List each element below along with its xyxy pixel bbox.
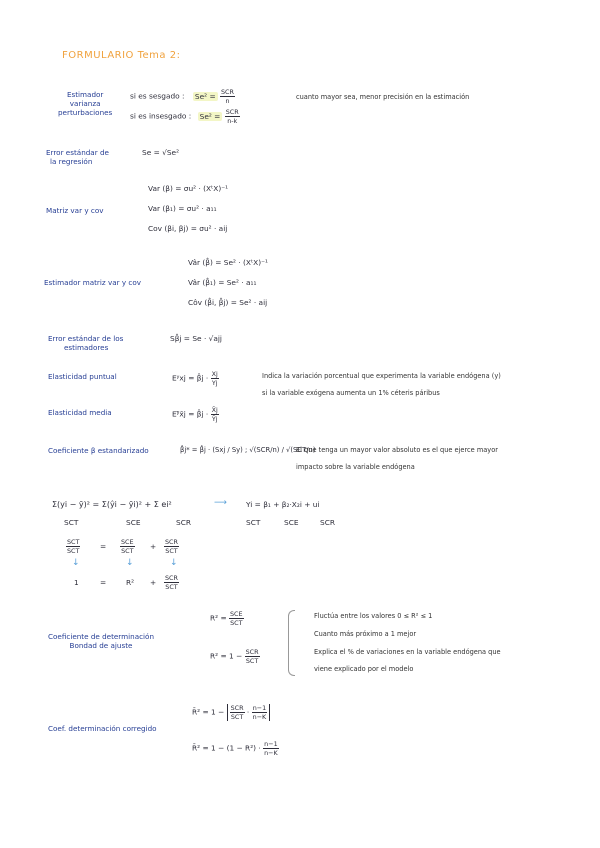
var-hat-formula: Vâr (β̂) = Se² · (XᵗX)⁻¹: [188, 258, 268, 267]
label-line: Error estándar de los: [48, 334, 124, 343]
fraction: [263, 740, 279, 757]
numerator: X̄j: [211, 406, 218, 414]
coef-corregido-label: Coef. determinación corregido: [48, 724, 157, 733]
formula-mid: β̂j ·: [196, 373, 209, 383]
fraction: [211, 370, 219, 387]
formula: Se² =: [199, 111, 221, 121]
insesgado-case: [130, 108, 240, 125]
coef-estandarizado-note-2: impacto sobre la variable endógena: [296, 463, 415, 471]
plus-sign: +: [150, 542, 157, 551]
estimador-matriz-label: Estimador matriz var y cov: [44, 278, 141, 287]
cov-formula: Cov (βi, βj) = σu² · aij: [148, 224, 228, 233]
fraction: [220, 88, 235, 105]
fraction: [66, 538, 80, 555]
formula-lhs: R̄² = 1 − (1 − R²) ·: [192, 743, 261, 753]
arrow-down-icon: ↓: [126, 558, 134, 568]
model-equation: Yi = β₁ + β₂·X₂i + ui: [246, 500, 320, 509]
numerator: SCR: [221, 88, 234, 96]
numerator: SCR: [165, 538, 178, 546]
denominator: SCT: [245, 657, 259, 665]
denominator: SCT: [165, 547, 178, 555]
r2-note-1: Fluctúa entre los valores 0 ≤ R² ≤ 1: [314, 612, 433, 620]
coef-determinacion-label: [48, 632, 154, 650]
r2-note-2: Cuanto más próximo a 1 mejor: [314, 630, 417, 638]
page-title: FORMULARIO Tema 2:: [62, 50, 181, 61]
label-line: varianza: [69, 99, 101, 108]
brace: [288, 610, 295, 676]
fraction: [164, 574, 179, 591]
estimador-varianza-label: [58, 90, 112, 117]
numerator: SCR: [230, 704, 244, 712]
elasticidad-media-label: Elasticidad media: [48, 408, 112, 417]
fraction-sce-sct: [120, 538, 135, 555]
numerator: SCE: [230, 610, 243, 618]
denominator: n-k: [227, 117, 238, 125]
r2-formula-1: [210, 610, 244, 627]
arrow-down-icon: ↓: [72, 558, 80, 568]
denominator: SCT: [67, 547, 80, 555]
formula-lhs: R² = 1 −: [210, 651, 243, 661]
scr-label: SCR: [320, 518, 335, 527]
label-line: Bondad de ajuste: [69, 641, 133, 650]
fraction: [230, 704, 245, 721]
label-line: la regresión: [50, 157, 93, 166]
coef-estandarizado-label: Coeficiente β estandarizado: [48, 446, 149, 455]
sce-label: SCE: [126, 518, 141, 527]
numerator: n−1: [264, 740, 278, 748]
fraction: [164, 538, 179, 555]
denominator: Ȳj: [211, 415, 218, 423]
fraction: [120, 538, 135, 555]
denominator: SCT: [230, 713, 244, 721]
formula-lhs: R̄² = 1 −: [192, 707, 225, 717]
numerator: SCR: [225, 108, 239, 116]
fraction: [211, 406, 219, 423]
fraction-sct-sct: [66, 538, 80, 555]
numerator: n−1: [252, 704, 267, 712]
numerator: Xj: [211, 370, 218, 378]
r2-value: R²: [126, 578, 135, 587]
error-estimadores-label: [48, 334, 123, 352]
r2-corregido-formula-1: [192, 704, 270, 721]
formula-lhs: Eʸ̄x̄j =: [172, 409, 195, 419]
error-regresion-label: [46, 148, 109, 166]
case-text: si es sesgado :: [130, 91, 185, 101]
formula-mid: β̂j ·: [196, 409, 209, 419]
sct-label: SCT: [64, 518, 79, 527]
equals-sign: =: [100, 578, 107, 587]
fraction-scr-sct: [164, 574, 179, 591]
fraction-scr-sct: [164, 538, 179, 555]
error-estimadores-formula: Sβ̂j = Se · √ajj: [170, 334, 222, 343]
numerator: SCR: [165, 574, 178, 582]
formula-lhs: Eʸxj =: [172, 373, 195, 383]
fraction: [245, 648, 260, 665]
one-value: 1: [74, 578, 79, 587]
error-regresion-formula: Se = √Se²: [142, 148, 180, 157]
formula-lhs: R² =: [210, 613, 227, 623]
var-beta-formula: Var (β) = σu² · (XᵗX)⁻¹: [148, 184, 229, 193]
r2-corregido-formula-2: [192, 740, 279, 757]
denominator: n−K: [264, 749, 278, 757]
label-line: Estimador: [66, 90, 104, 99]
fraction: [229, 610, 244, 627]
elasticidad-puntual-formula: [172, 370, 219, 387]
elasticidad-puntual-label: Elasticidad puntual: [48, 372, 117, 381]
r2-note-4: viene explicado por el modelo: [314, 665, 414, 673]
sce-label: SCE: [284, 518, 299, 527]
label-line: Coeficiente de determinación: [48, 632, 154, 641]
elasticidad-note-2: si la variable exógena aumenta un 1% céteris páribus: [262, 389, 440, 397]
sct-label: SCT: [246, 518, 261, 527]
denominator: n−K: [252, 713, 267, 721]
denominator: SCT: [230, 619, 243, 627]
label-line: Error estándar de: [46, 148, 109, 157]
plus-sign: +: [150, 578, 157, 587]
label-line: perturbaciones: [58, 108, 113, 117]
case-text: si es insesgado :: [130, 111, 192, 121]
elasticidad-media-formula: [172, 406, 219, 423]
formula: Se² =: [194, 91, 216, 101]
elasticidad-note-1: Indica la variación porcentual que experimenta la variable endógena (y): [262, 372, 501, 380]
var-beta1-formula: Var (β₁) = σu² · a₁₁: [148, 204, 217, 213]
matriz-varcov-label: Matriz var y cov: [46, 206, 104, 215]
arrow-down-icon: ↓: [170, 558, 178, 568]
numerator: SCE: [121, 538, 134, 546]
denominator: SCT: [121, 547, 134, 555]
fraction: [225, 108, 240, 125]
multiply-dot: ·: [246, 707, 250, 717]
numerator: SCT: [67, 538, 80, 546]
cov-hat-formula: Côv (β̂i, β̂j) = Se² · aij: [188, 298, 268, 307]
scr-label: SCR: [176, 518, 191, 527]
coef-estandarizado-formula: β̂j* = β̂j · (Sxj / Sy) ; √(SCR/n) / √(SCT/n): [180, 446, 316, 454]
bracket-group: [227, 704, 271, 721]
r2-formula-2: [210, 648, 260, 665]
varianza-note: cuanto mayor sea, menor precisión en la estimación: [296, 93, 470, 101]
sesgado-case: [130, 88, 235, 105]
coef-estandarizado-note-1: El que tenga un mayor valor absoluto es el que ejerce mayor: [296, 446, 498, 454]
fraction: [252, 704, 268, 721]
denominator: SCT: [165, 583, 178, 591]
label-line: estimadores: [64, 343, 109, 352]
var-hat-beta1-formula: Vâr (β̂₁) = Se² · a₁₁: [188, 278, 257, 287]
descomposicion-equation: Σ(yi − ȳ)² = Σ(ŷi − ȳi)² + Σ ei²: [52, 500, 172, 509]
equals-sign: =: [100, 542, 107, 551]
denominator: n: [225, 97, 230, 105]
r2-note-3: Explica el % de variaciones en la variable endógena que: [314, 648, 501, 656]
denominator: Yj: [211, 379, 218, 387]
numerator: SCR: [245, 648, 259, 656]
arrow-right-icon: ⟶: [214, 498, 227, 508]
